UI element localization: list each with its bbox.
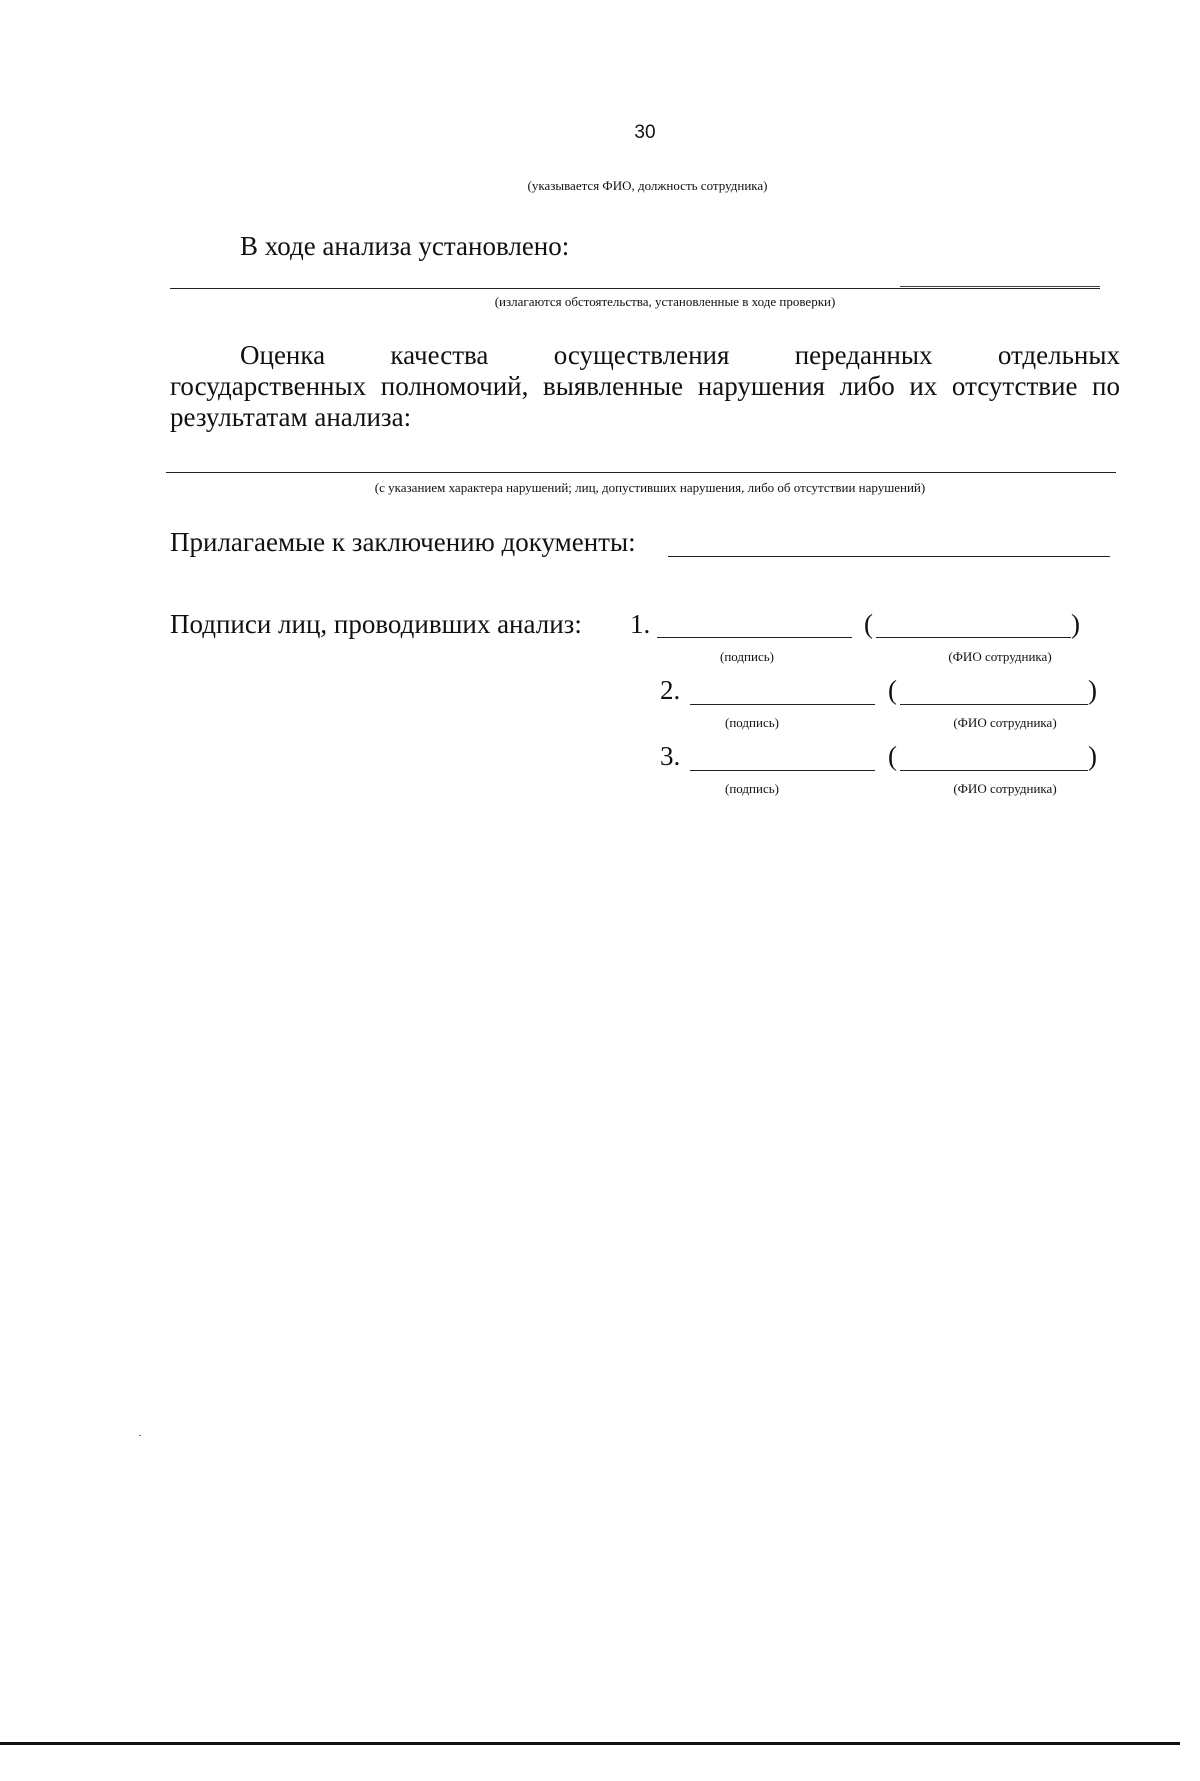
page-number: 30 [634,122,656,143]
analysis-hint: (излагаются обстоятельства, установленные в ходе проверки) [494,294,836,309]
assessment-paragraph [170,340,1120,433]
signature-caption: (подпись) [725,715,779,730]
assessment-line[interactable] [166,472,1116,473]
signature-number: 2. [660,675,681,705]
name-caption: (ФИО сотрудника) [948,649,1052,664]
analysis-heading: В ходе анализа установлено: [240,231,570,261]
name-line[interactable] [876,637,1071,638]
close-paren: ) [1088,675,1097,705]
assessment-word: осуществления [553,340,730,370]
assessment-line-2: государственных полномочий, выявленные нарушения либо их отсутствие по [170,371,1120,401]
signature-line[interactable] [657,637,852,638]
signature-caption: (подпись) [720,649,774,664]
assessment-hint: (с указанием характера нарушений; лиц, допустивших нарушения, либо об отсутствии нарушений) [374,480,926,495]
assessment-word: качества [390,340,489,370]
signature-line[interactable] [690,704,875,705]
footer-rule [0,1742,1180,1745]
close-paren: ) [1088,741,1097,771]
assessment-word: отдельных [997,340,1120,370]
employee-hint: (указывается ФИО, должность сотрудника) [527,178,768,193]
signatures-label: Подписи лиц, проводивших анализ: [170,609,582,639]
open-paren: ( [888,675,897,705]
attachments-line[interactable] [668,556,1110,557]
close-paren: ) [1071,609,1080,639]
signature-line[interactable] [690,770,875,771]
signature-number: 3. [660,741,681,771]
scan-speck [139,1435,141,1436]
assessment-word: Оценка [240,340,326,370]
name-caption: (ФИО сотрудника) [953,715,1057,730]
name-line[interactable] [900,704,1088,705]
signature-caption: (подпись) [725,781,779,796]
open-paren: ( [864,609,873,639]
open-paren: ( [888,741,897,771]
attachments-label: Прилагаемые к заключению документы: [170,527,636,557]
assessment-word: переданных [794,340,933,370]
analysis-line[interactable] [170,288,1100,289]
name-caption: (ФИО сотрудника) [953,781,1057,796]
signature-number: 1. [630,609,651,639]
name-line[interactable] [900,770,1088,771]
assessment-line-3: результатам анализа: [170,402,412,432]
assessment-line-1 [170,340,1120,371]
analysis-line-overlap [900,286,1100,287]
